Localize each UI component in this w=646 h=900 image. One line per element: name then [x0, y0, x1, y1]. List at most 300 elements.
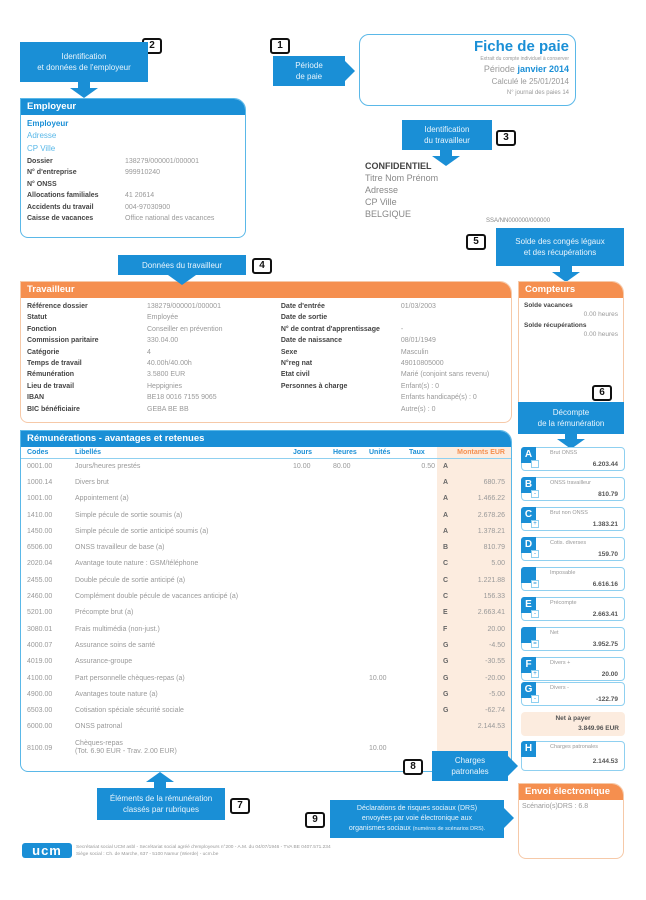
- cell-amount: 156.33: [451, 588, 511, 604]
- field-value: 138279/000001/000001: [125, 158, 199, 165]
- cell-code: 1001.00: [27, 495, 53, 503]
- decompte-value: 6.616.16: [592, 581, 618, 588]
- cell-taux: [407, 702, 437, 718]
- callout-text: Solde des congés légaux: [515, 237, 605, 246]
- decompte-item-subtotal: [521, 627, 625, 651]
- cell-unites: [367, 539, 407, 555]
- cell-heures: [331, 605, 367, 621]
- table-header-row: [21, 447, 511, 458]
- table-row: [21, 523, 511, 539]
- net-to-pay-label: Net à payer: [555, 715, 591, 722]
- cell-label: Simple pécule de sortie anticipé soumis (a): [75, 527, 209, 535]
- worker-field-row: [27, 347, 281, 358]
- column-codes: Codes: [21, 447, 73, 458]
- payslip-header: [359, 34, 576, 106]
- cell-heures: [331, 621, 367, 637]
- cell-amount: 1.378.21: [451, 523, 511, 539]
- cell-amount: -4.50: [451, 637, 511, 653]
- decompte-item-g: [521, 682, 625, 706]
- field-value: Enfants handicapé(s) : 0: [400, 394, 477, 402]
- cell-category: A: [437, 523, 451, 539]
- callout-number-4: 4: [252, 258, 272, 274]
- worker-name: Titre Nom Prénom: [365, 173, 439, 183]
- cell-unites: [367, 686, 407, 702]
- cell-unites: [367, 556, 407, 572]
- field-value: 49010805000: [400, 360, 444, 368]
- decompte-item-b: [521, 477, 625, 501]
- cell-jours: [291, 572, 331, 588]
- callout-text: classés par rubriques: [122, 805, 200, 814]
- cell-code: 6000.00: [27, 723, 53, 731]
- cell-amount: 5.00: [451, 556, 511, 572]
- cell-unites: [367, 523, 407, 539]
- field-value: Heppignies: [147, 382, 183, 390]
- cell-label: Avantage toute nature : GSM/téléphone: [75, 560, 199, 568]
- recovery-balance-value: 0.00 heures: [583, 331, 618, 338]
- electronic-panel: [518, 783, 624, 859]
- cell-label: Assurance soins de santé: [75, 641, 156, 649]
- decompte-item-subtotal: [521, 567, 625, 591]
- ssa-number: SSA/NN000000/000000: [486, 218, 551, 224]
- field-value: GEBA BE BB: [147, 405, 189, 413]
- field-label: N°reg nat: [280, 360, 313, 368]
- worker-field-row: [27, 335, 281, 346]
- letter-badge: E: [521, 597, 536, 613]
- cell-heures: [331, 637, 367, 653]
- label-line: Chèques-repas: [75, 740, 123, 748]
- cell-unites: [367, 572, 407, 588]
- worker-address: Adresse: [365, 185, 399, 195]
- callout-text: Charges: [454, 756, 486, 765]
- callout-number-1: 1: [270, 38, 290, 54]
- sign-icon: =: [531, 640, 539, 648]
- callout-text: Identification: [61, 52, 107, 61]
- cell-amount: 1.466.22: [451, 491, 511, 507]
- letter-badge: H: [521, 741, 536, 757]
- callout-number-8: 8: [403, 759, 423, 775]
- sign-icon: =: [531, 580, 539, 588]
- cell-heures: [331, 670, 367, 686]
- callout-number-3: 3: [496, 130, 516, 146]
- cell-code: 4000.07: [27, 641, 53, 649]
- vacation-balance-value: 0.00 heures: [583, 311, 618, 318]
- cell-category: G: [437, 637, 451, 653]
- cell-heures: [331, 539, 367, 555]
- employer-field-row: [27, 190, 239, 201]
- period-value: janvier 2014: [517, 64, 569, 74]
- cell-jours: [291, 670, 331, 686]
- remuneration-panel-title: Rémunérations - avantages et retenues: [21, 431, 511, 447]
- field-value: Autre(s) : 0: [400, 405, 436, 413]
- sign-icon: -: [531, 695, 539, 703]
- column-heures: Heures: [331, 447, 367, 458]
- table-row: [21, 491, 511, 507]
- worker-field-row: [281, 335, 505, 346]
- cell-code: 4019.00: [27, 658, 53, 666]
- callout-text: Déclarations de risques sociaux (DRS): [356, 805, 478, 812]
- period: [366, 63, 569, 76]
- worker-panel: [20, 281, 512, 423]
- field-value: 40.00h/40.00h: [147, 360, 192, 368]
- cell-label: ONSS travailleur de base (a): [75, 544, 165, 552]
- cell-unites: [367, 458, 407, 474]
- cell-label: Divers brut: [75, 478, 109, 486]
- callout-text: Décompte: [552, 408, 590, 417]
- column-category: [437, 447, 451, 458]
- field-value: 01/03/2003: [400, 303, 436, 310]
- cell-jours: [291, 719, 331, 735]
- field-label: Commission paritaire: [27, 337, 99, 345]
- callout-text: Identification: [424, 125, 470, 134]
- cell-amount: 20.00: [451, 621, 511, 637]
- field-value: 3.5800 EUR: [147, 371, 186, 379]
- column-jours: Jours: [291, 447, 331, 458]
- worker-field-row: [281, 381, 505, 392]
- field-label: Dossier: [27, 158, 53, 165]
- worker-field-row: [281, 324, 505, 335]
- cell-heures: [331, 572, 367, 588]
- worker-city: CP Ville: [365, 197, 397, 207]
- sign-icon: [531, 460, 539, 468]
- cell-taux: [407, 605, 437, 621]
- callout-number-9: 9: [305, 812, 325, 828]
- cell-category: C: [437, 588, 451, 604]
- subtitle: Extrait du compte individuel à conserver: [480, 56, 569, 62]
- cell-unites: [367, 702, 407, 718]
- callout-leave-balance: [496, 228, 624, 266]
- decompte-label: ONSS travailleur: [550, 480, 591, 486]
- cell-unites: [367, 474, 407, 490]
- employer-field-row: [27, 213, 239, 224]
- cell-amount: 2.678.26: [451, 507, 511, 523]
- field-value: -: [400, 325, 404, 333]
- field-label: Personnes à charge: [280, 382, 348, 390]
- field-value: 4: [147, 348, 151, 356]
- arrow-down-icon: [70, 88, 98, 98]
- cell-taux: [407, 719, 437, 735]
- decompte-item-a: [521, 447, 625, 471]
- decompte-value: -122.79: [595, 696, 618, 703]
- table-row: [21, 719, 511, 735]
- cell-heures: [331, 556, 367, 572]
- worker-panel-title: Travailleur: [21, 282, 511, 298]
- arrow-right-icon: [345, 61, 355, 81]
- table-row: [21, 539, 511, 555]
- table-row: [21, 474, 511, 490]
- callout-employer-identification: [20, 42, 148, 82]
- page-title: Fiche de paie: [473, 38, 569, 55]
- callout-remuneration-breakdown: [518, 402, 624, 434]
- field-label: Accidents du travail: [27, 203, 94, 211]
- footer-line-2: Siège social : Ch. de Marche, 637 - 5100 Namur (Wierde) - ucm.be: [76, 852, 219, 857]
- cell-label: Simple pécule de sortie soumis (a): [75, 511, 183, 519]
- cell-code: 4100.00: [27, 674, 53, 682]
- decompte-item-d: [521, 537, 625, 561]
- worker-country: BELGIQUE: [365, 209, 412, 219]
- cell-code: 6503.00: [27, 707, 53, 715]
- decompte-label: Brut ONSS: [550, 450, 578, 456]
- cell-jours: [291, 588, 331, 604]
- decompte-value: 20.00: [601, 671, 618, 678]
- field-label: Caisse de vacances: [27, 215, 94, 223]
- decompte-label: Imposable: [550, 570, 576, 576]
- table-row: [21, 686, 511, 702]
- column-taux: Taux: [407, 447, 437, 458]
- letter-badge: G: [521, 682, 536, 698]
- decompte-value: 3.952.75: [592, 641, 618, 648]
- field-label: [281, 392, 401, 403]
- table-row: [21, 654, 511, 670]
- cell-jours: 10.00: [293, 462, 311, 470]
- cell-jours: [291, 637, 331, 653]
- cell-taux: [407, 539, 437, 555]
- cell-label: Complément double pécule de vacances anticipé (a): [75, 593, 239, 601]
- field-value: Conseiller en prévention: [147, 325, 223, 333]
- field-value: 08/01/1949: [400, 337, 436, 345]
- footer-text: [76, 844, 331, 858]
- worker-field-row: [27, 369, 281, 380]
- cell-category: A: [437, 507, 451, 523]
- cell-taux: [407, 507, 437, 523]
- cell-category: G: [437, 686, 451, 702]
- field-label: Date de naissance: [280, 337, 342, 345]
- cell-code: 6506.00: [27, 544, 53, 552]
- electronic-panel-title: Envoi électronique: [519, 784, 623, 800]
- cell-heures: 80.00: [333, 462, 351, 470]
- decompte-item-f: [521, 657, 625, 681]
- field-label: Date d'entrée: [280, 303, 325, 310]
- field-value: 41 20614: [125, 192, 155, 200]
- callout-text: de paie: [295, 72, 323, 81]
- cell-label: Frais multimédia (non-just.): [75, 625, 160, 633]
- employer-address: Adresse: [27, 131, 57, 140]
- field-label: Temps de travail: [27, 360, 82, 368]
- letter-badge: B: [521, 477, 536, 493]
- worker-field-row: [27, 381, 281, 392]
- remuneration-table: [21, 447, 511, 761]
- cell-taux: [407, 491, 437, 507]
- cell-heures: [331, 474, 367, 490]
- cell-jours: [291, 702, 331, 718]
- cell-jours: [291, 539, 331, 555]
- cell-category: C: [437, 556, 451, 572]
- callout-number-2: 2: [142, 38, 162, 54]
- field-label: Etat civil: [280, 371, 310, 379]
- worker-fields-right: [281, 301, 505, 415]
- worker-field-row: [281, 369, 505, 380]
- cell-amount: 2.663.41: [451, 605, 511, 621]
- field-label: Lieu de travail: [27, 382, 75, 390]
- cell-unites: 10.00: [369, 744, 387, 752]
- cell-category: G: [437, 670, 451, 686]
- label-line: (Tot. 6.90 EUR - Trav. 2.00 EUR): [75, 748, 177, 756]
- cell-label: Précompte brut (a): [75, 609, 134, 617]
- decompte-label: Précompte: [550, 600, 577, 606]
- callout-text: et des récupérations: [523, 248, 597, 257]
- cell-heures: [331, 686, 367, 702]
- table-row: [21, 621, 511, 637]
- field-label: Référence dossier: [27, 303, 88, 310]
- cell-amount: 810.79: [451, 539, 511, 555]
- callout-worker-data: [118, 255, 246, 275]
- decompte-item-c: [521, 507, 625, 531]
- cell-unites: [367, 588, 407, 604]
- worker-field-row: [281, 358, 505, 369]
- callout-number-6: 6: [592, 385, 612, 401]
- cell-taux: [407, 670, 437, 686]
- cell-taux: [407, 588, 437, 604]
- cell-code: 3080.01: [27, 625, 53, 633]
- net-to-pay-value: 3.849.96 EUR: [578, 725, 619, 732]
- cell-code: 1000.14: [27, 478, 53, 486]
- cell-amount: -5.00: [451, 686, 511, 702]
- remuneration-panel: [20, 430, 512, 772]
- cell-code: 2460.00: [27, 593, 53, 601]
- cell-label: Jours/heures prestés: [75, 462, 141, 470]
- field-value: 330.04.00: [147, 337, 179, 345]
- decompte-value: 2.663.41: [592, 611, 618, 618]
- cell-taux: [407, 654, 437, 670]
- worker-fields-left: [27, 301, 281, 415]
- callout-remuneration-elements: [97, 788, 225, 820]
- letter-badge: C: [521, 507, 536, 523]
- sign-icon: -: [531, 550, 539, 558]
- cell-code: 2020.04: [27, 560, 53, 568]
- decompte-label: Divers -: [550, 685, 569, 691]
- table-row: [21, 572, 511, 588]
- table-row: [21, 507, 511, 523]
- callout-text: envoyées par voie électronique aux: [361, 815, 473, 822]
- field-value: Enfant(s) : 0: [400, 382, 440, 390]
- cell-category: E: [437, 605, 451, 621]
- cell-category: A: [437, 458, 451, 474]
- arrow-right-icon: [508, 756, 518, 776]
- employer-city: CP Ville: [27, 144, 56, 153]
- period-label: Période: [483, 64, 515, 74]
- decompte-value: 159.70: [598, 551, 618, 558]
- cell-code: 0001.00: [27, 462, 53, 470]
- cell-category: G: [437, 702, 451, 718]
- cell-code: 5201.00: [27, 609, 53, 617]
- worker-field-row: [27, 324, 281, 335]
- callout-text: Éléments de la rémunération: [109, 794, 213, 803]
- cell-unites: 10.00: [369, 674, 387, 682]
- cell-category: A: [437, 474, 451, 490]
- callout-text: organismes sociaux: [348, 825, 411, 832]
- employer-field-row: [27, 179, 239, 190]
- letter-badge: A: [521, 447, 536, 463]
- field-label: N° d'entreprise: [27, 169, 77, 177]
- counters-panel-title: Compteurs: [519, 282, 623, 298]
- callout-text-small: (numéros de scénarios DRS).: [412, 826, 486, 832]
- cell-heures: [331, 654, 367, 670]
- calculated-date: Calculé le 25/01/2014: [491, 77, 569, 86]
- cell-label: Cotisation spéciale sécurité sociale: [75, 707, 184, 715]
- cell-code: 2455.00: [27, 576, 53, 584]
- table-row: [21, 556, 511, 572]
- employer-field-row: [27, 167, 239, 178]
- decompte-label: Divers +: [550, 660, 571, 666]
- cell-heures: [331, 491, 367, 507]
- cell-taux: [407, 474, 437, 490]
- field-value: BE18 0016 7155 9065: [147, 394, 217, 402]
- field-label: IBAN: [27, 394, 45, 402]
- cell-label: [73, 735, 291, 761]
- cell-label: ONSS patronal: [75, 723, 123, 731]
- callout-worker-identification: [402, 120, 492, 150]
- cell-code: 8100.09: [27, 744, 53, 752]
- field-label: Sexe: [280, 348, 298, 356]
- cell-amount: 2.144.53: [451, 719, 511, 735]
- decompte-label: Brut non ONSS: [550, 510, 588, 516]
- worker-field-row: [27, 312, 281, 323]
- field-label: Fonction: [27, 325, 57, 333]
- cell-jours: [291, 686, 331, 702]
- cell-taux: [407, 523, 437, 539]
- worker-field-row: [281, 301, 505, 312]
- field-label: Allocations familiales: [27, 192, 99, 200]
- callout-number-7: 7: [230, 798, 250, 814]
- cell-amount: 680.75: [451, 474, 511, 490]
- field-label: Catégorie: [27, 348, 60, 356]
- sign-icon: +: [531, 520, 539, 528]
- cell-jours: [291, 621, 331, 637]
- field-value: Marié (conjoint sans revenu): [400, 371, 490, 379]
- table-row: [21, 458, 511, 474]
- field-label: Statut: [27, 314, 47, 322]
- cell-heures: [331, 702, 367, 718]
- recovery-balance-label: Solde récupérations: [524, 322, 587, 329]
- column-montants: Montants EUR: [451, 447, 511, 458]
- worker-field-row: [27, 392, 281, 403]
- decompte-label: Cotis. diverses: [550, 540, 587, 546]
- decompte-value: 6.203.44: [592, 461, 618, 468]
- cell-amount: -20.00: [451, 670, 511, 686]
- cell-jours: [291, 474, 331, 490]
- cell-amount: -30.55: [451, 654, 511, 670]
- field-value: Employée: [147, 314, 179, 322]
- cell-taux: [407, 556, 437, 572]
- cell-label: Assurance-groupe: [75, 658, 133, 666]
- callout-pay-period: [273, 56, 345, 86]
- table-row: [21, 670, 511, 686]
- cell-amount: -62.74: [451, 702, 511, 718]
- decompte-label: Charges patronales: [550, 744, 599, 750]
- worker-field-row: [281, 312, 505, 323]
- sign-icon: -: [531, 610, 539, 618]
- sign-icon: +: [531, 670, 539, 678]
- decompte-value: 2.144.53: [592, 758, 618, 765]
- callout-text: de la rémunération: [537, 419, 605, 428]
- arrow-up-icon: [146, 772, 174, 782]
- column-libelles: Libellés: [73, 447, 291, 458]
- cell-category: G: [437, 654, 451, 670]
- cell-jours: [291, 523, 331, 539]
- field-label: [281, 404, 401, 415]
- vacation-balance-label: Solde vacances: [524, 302, 573, 309]
- table-row: [21, 588, 511, 604]
- cell-category: [437, 719, 451, 735]
- cell-unites: [367, 654, 407, 670]
- callout-drs-declarations: [330, 800, 504, 838]
- decompte-label: Net: [550, 630, 559, 636]
- field-value: 138279/000001/000001: [147, 303, 221, 310]
- worker-field-row: [281, 404, 505, 415]
- cell-jours: [291, 735, 331, 761]
- cell-category: A: [437, 491, 451, 507]
- field-label: BIC bénéficiaire: [27, 405, 80, 413]
- cell-unites: [367, 507, 407, 523]
